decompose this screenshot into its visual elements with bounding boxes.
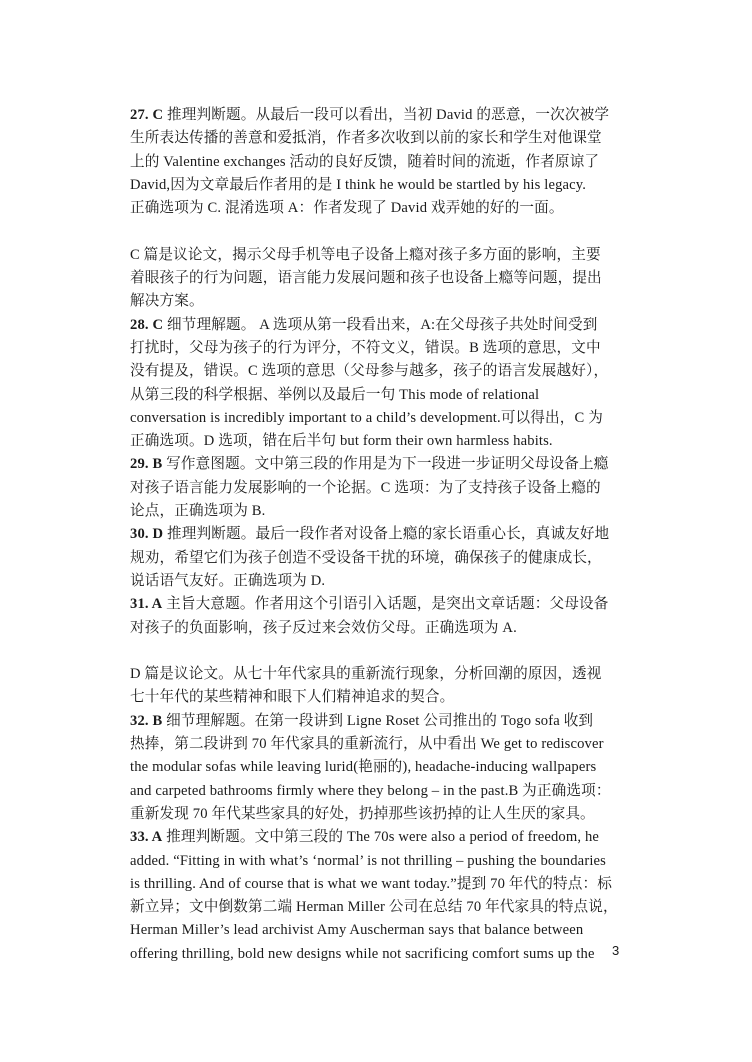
text-line: 上的 Valentine exchanges 活动的良好反馈，随着时间的流逝，作者原谅了 — [130, 153, 600, 170]
page-number: 3 — [612, 943, 620, 958]
text-line: 论点，正确选项为 B. — [130, 503, 266, 520]
text-line: 着眼孩子的行为问题，语言能力发展问题和孩子也设备上瘾等问题，提出 — [130, 270, 602, 287]
answer-number: 30. D — [130, 526, 164, 543]
answer-number: 31. A — [130, 596, 163, 613]
answer-number: 32. B — [130, 712, 163, 729]
answer-33 — [130, 826, 626, 966]
text-line: 30. D 推理判断题。最后一段作者对设备上瘾的家长语重心长，真诚友好地 — [130, 526, 610, 543]
text-line: and carpeted bathrooms firmly where they belong – in the past.B 为正确选项： — [130, 782, 611, 799]
answer-30 — [130, 523, 626, 593]
text-line: D 篇是议论文。从七十年代家具的重新流行现象，分析回潮的原因，透视 — [130, 666, 602, 683]
answer-29 — [130, 453, 626, 523]
text-line: 32. B 细节理解题。在第一段讲到 Ligne Roset 公司推出的 Togo sofa 收到 — [130, 712, 594, 729]
text-line: conversation is incredibly important to a child’s development.可以得出，C 为 — [130, 409, 603, 426]
text-line: 从第三段的科学根据、举例以及最后一句 This mode of relational — [130, 386, 540, 403]
answer-28 — [130, 314, 626, 454]
answer-32 — [130, 710, 626, 826]
text-line: 解决方案。 — [130, 293, 204, 310]
text-line: 正确选项。D 选项，错在后半句 but form their own harmless habits. — [130, 433, 553, 450]
text-line: 七十年代的某些精神和眼下人们精神追求的契合。 — [130, 689, 455, 706]
text-line: 28. C 细节理解题。 A 选项从第一段看出来，A:在父母孩子共处时间受到 — [130, 316, 598, 333]
text-line: 规劝，希望它们为孩子创造不受设备干扰的环境，确保孩子的健康成长， — [130, 549, 602, 566]
text-line: the modular sofas while leaving lurid(艳丽的), headache-inducing wallpapers — [130, 759, 597, 776]
text-line: is thrilling. And of course that is what we want today.”提到 70 年代的特点：标 — [130, 875, 613, 892]
text-line: 29. B 写作意图题。文中第三段的作用是为下一段进一步证明父母设备上瘾 — [130, 456, 609, 473]
answer-number: 28. C — [130, 316, 164, 333]
text-line: 热捧，第二段讲到 70 年代家具的重新流行，从中看出 We get to rediscover — [130, 736, 604, 753]
text-line: Herman Miller’s lead archivist Amy Auscherman says that balance between — [130, 922, 584, 939]
text-line: 说话语气友好。正确选项为 D. — [130, 572, 326, 589]
text-line: 生所表达传播的善意和爱抵消，作者多次收到以前的家长和学生对他课堂 — [130, 130, 602, 147]
text-line: offering thrilling, bold new designs while not sacrificing comfort sums up the — [130, 945, 595, 962]
answer-31 — [130, 593, 626, 640]
paragraph-gap — [130, 220, 626, 243]
answer-number: 27. C — [130, 107, 164, 123]
text-line: 33. A 推理判断题。文中第三段的 The 70s were also a period of freedom, he — [130, 829, 600, 846]
answer-number: 33. A — [130, 829, 163, 846]
text-line: 没有提及，错误。C 选项的意思（父母参与越多，孩子的语言发展越好）， — [130, 363, 609, 380]
passage-d-summary — [130, 663, 626, 710]
text-line: 对孩子语言能力发展影响的一个论据。C 选项：为了支持孩子设备上瘾的 — [130, 479, 601, 496]
answer-27 — [130, 104, 626, 220]
text-line: David,因为文章最后作者用的是 I think he would be startled by his legacy. — [130, 176, 587, 193]
text-line: added. “Fitting in with what’s ‘normal’ is not thrilling – pushing the boundaries — [130, 852, 606, 869]
text-line: 对孩子的负面影响，孩子反过来会效仿父母。正确选项为 A. — [130, 619, 517, 636]
paragraph-gap — [130, 640, 626, 663]
passage-c-summary — [130, 244, 626, 314]
text-line: 正确选项为 C. 混淆选项 A：作者发现了 David 戏弄她的好的一面。 — [130, 200, 564, 217]
document-body — [130, 104, 626, 966]
text-line: 新立异；文中倒数第二端 Herman Miller 公司在总结 70 年代家具的特点说， — [130, 899, 618, 916]
text-line: 重新发现 70 年代某些家具的好处，扔掉那些该扔掉的让人生厌的家具。 — [130, 805, 595, 822]
answer-number: 29. B — [130, 456, 163, 473]
text-line: 27. C 推理判断题。从最后一段可以看出，当初 David 的恶意，一次次被学 — [130, 107, 610, 123]
text-line: 打扰时，父母为孩子的行为评分，不符文义，错误。B 选项的意思，文中 — [130, 339, 601, 356]
text-line: C 篇是议论文，揭示父母手机等电子设备上瘾对孩子多方面的影响，主要 — [130, 246, 601, 263]
text-line: 31. A 主旨大意题。作者用这个引语引入话题，是突出文章话题：父母设备 — [130, 596, 609, 613]
